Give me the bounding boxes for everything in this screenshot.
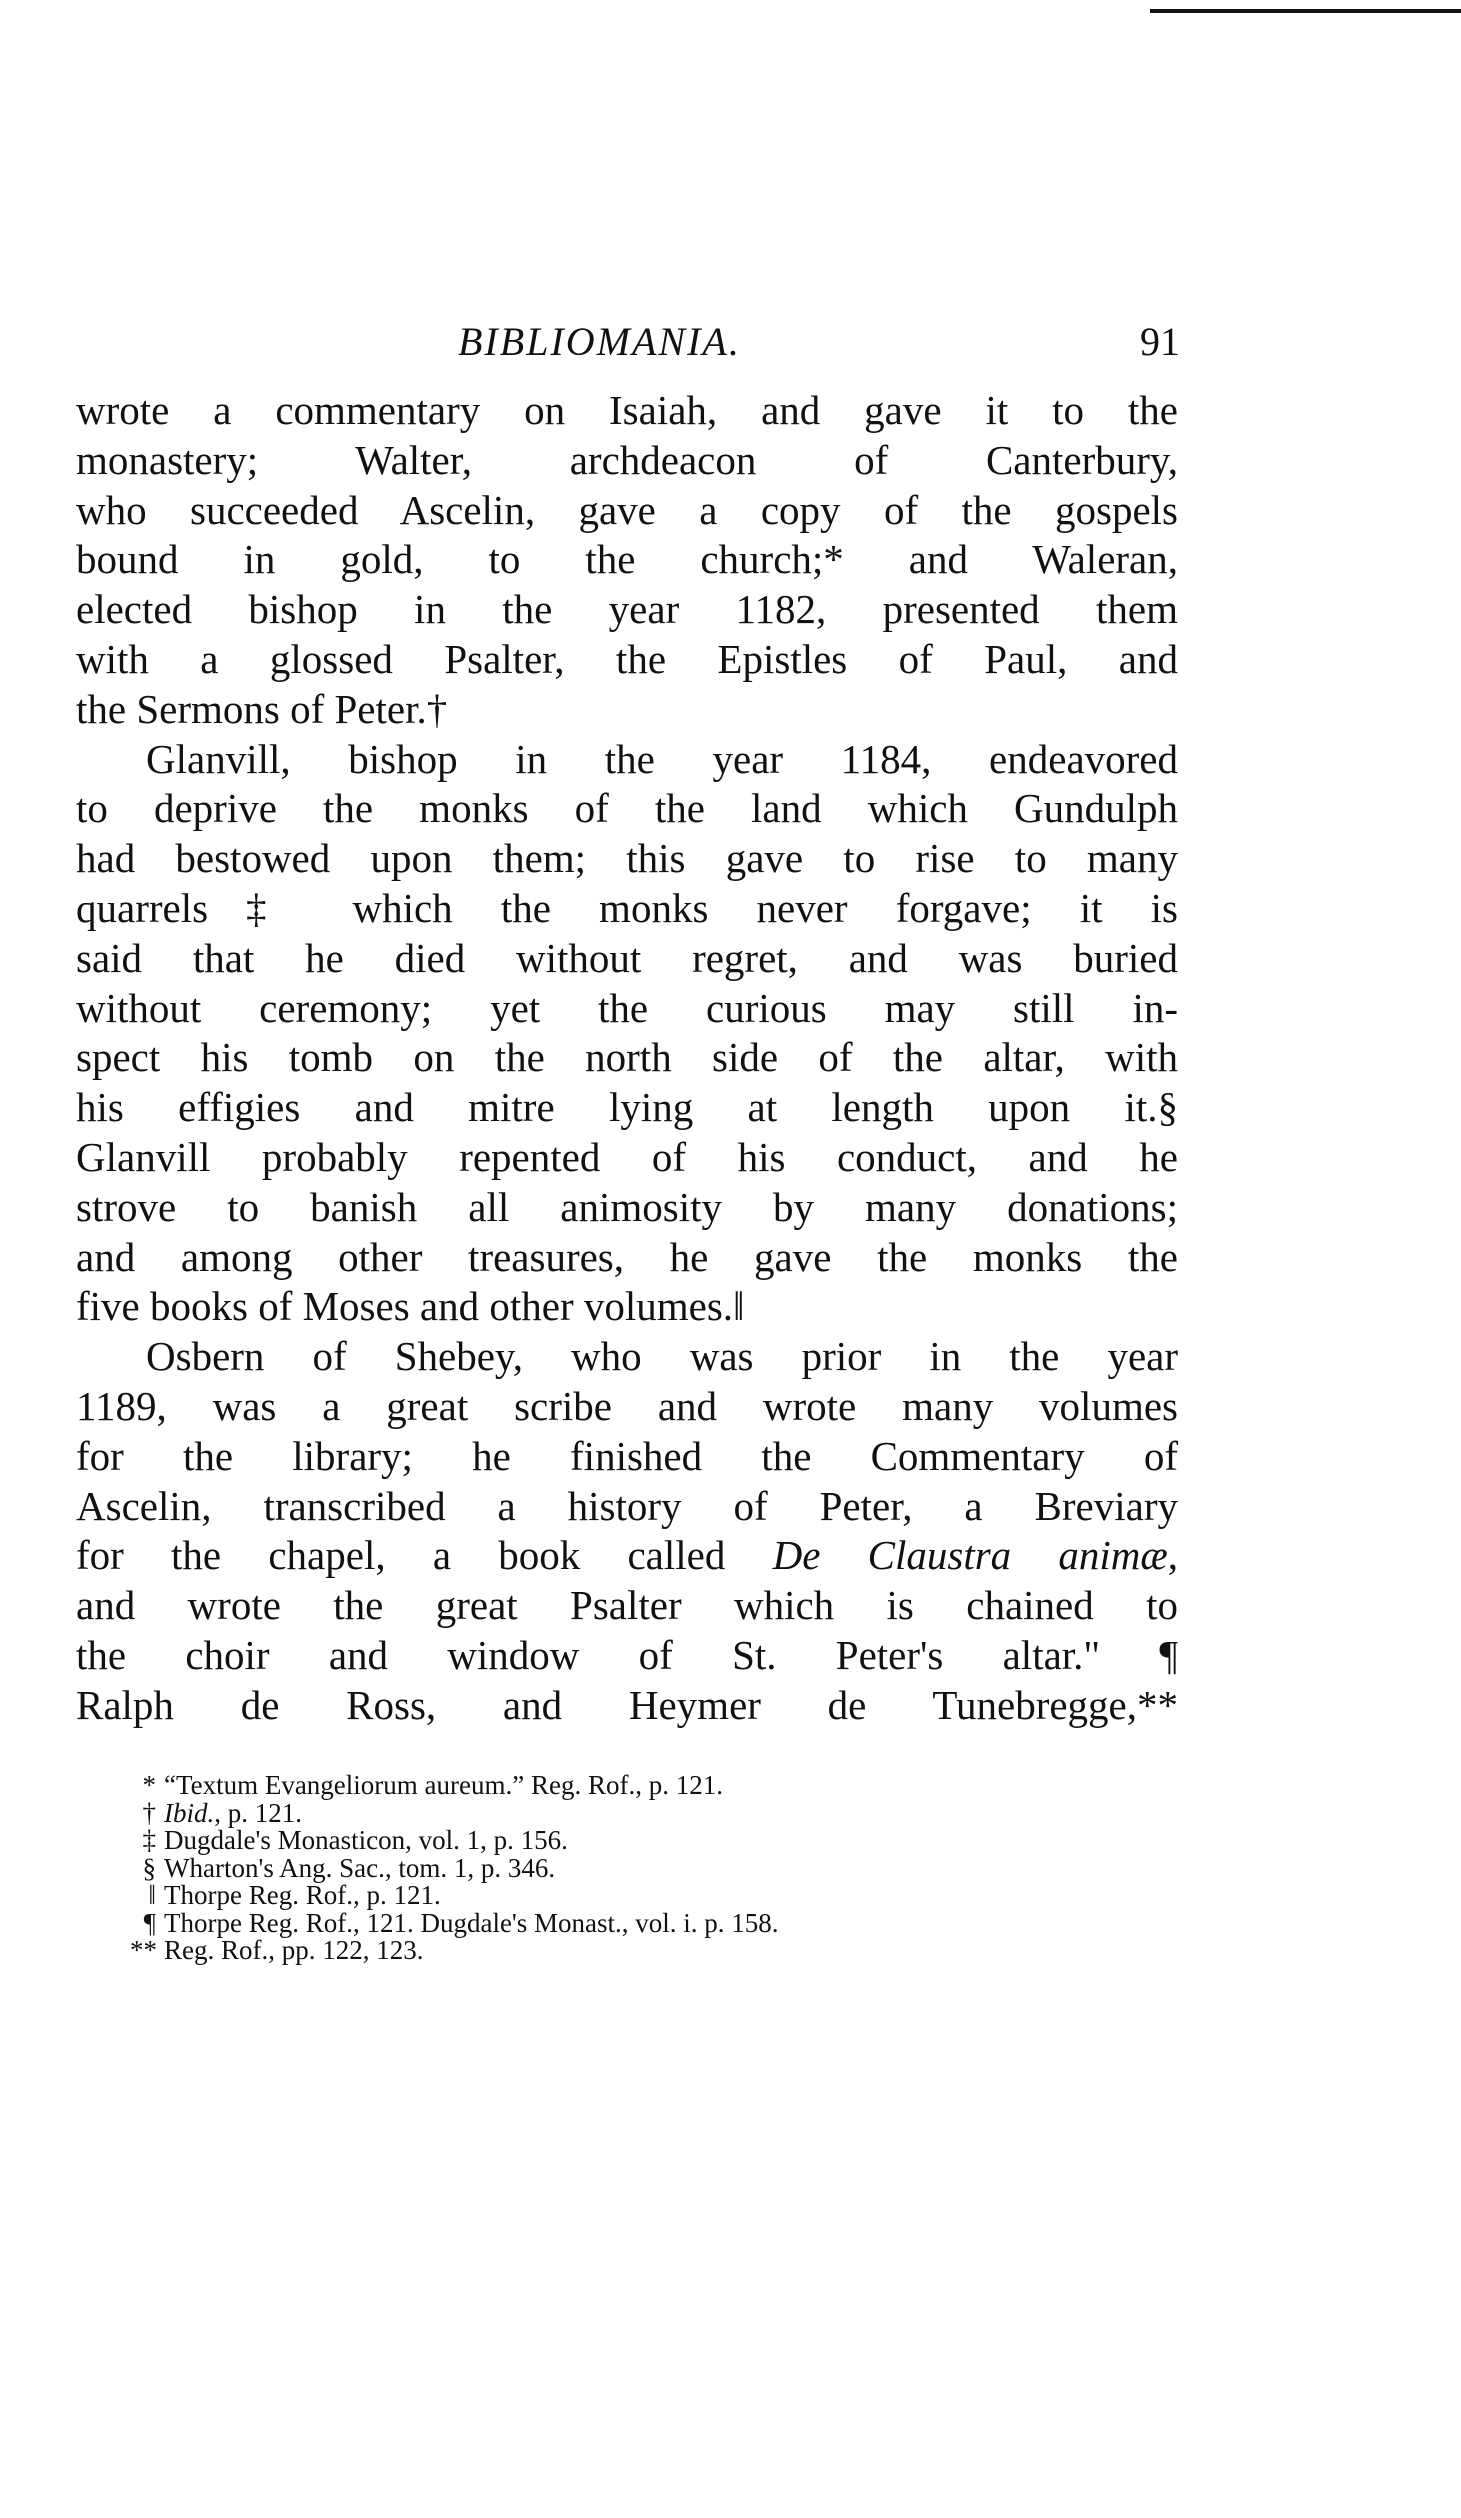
text-line: Ascelin, transcribed a history of Peter, a Breviary xyxy=(76,1482,1178,1529)
paragraph-start-line: Osbern of Shebey, who was prior in the year xyxy=(146,1333,1178,1380)
footnote-mark: ¶ xyxy=(143,1907,156,1938)
text-line: the Sermons of Peter.† xyxy=(76,685,448,732)
footnote-text: Thorpe Reg. Rof., p. 121. xyxy=(164,1880,441,1910)
text-line: and among other treasures, he gave the monks the xyxy=(76,1233,1178,1280)
footnote-text: Reg. Rof., pp. 122, 123. xyxy=(164,1935,424,1965)
footnote-mark: † xyxy=(142,1797,156,1828)
text-line: had bestowed upon them; this gave to rise to many xyxy=(76,835,1178,882)
italic-book-title: De Claustra animæ xyxy=(772,1532,1168,1579)
text-line: without ceremony; yet the curious may still in- xyxy=(76,984,1178,1031)
footnote-mark: ‡ xyxy=(142,1825,156,1855)
text-span: , xyxy=(1167,1532,1178,1579)
text-line: said that he died without regret, and was buried xyxy=(76,934,1178,981)
footnote-italic: Ibid. xyxy=(164,1797,215,1828)
text-line: Ralph de Ross, and Heymer de Tunebregge,** xyxy=(76,1681,1178,1728)
text-line: wrote a commentary on Isaiah, and gave it to the xyxy=(76,387,1178,433)
text-line: Glanvill probably repented of his conduct, and he xyxy=(76,1133,1178,1180)
footnote-mark: ‖ xyxy=(148,1880,156,1910)
text-span: for the chapel, a book called xyxy=(76,1532,773,1579)
footnote xyxy=(130,1827,1130,1855)
footnote-mark: § xyxy=(142,1852,156,1883)
text-line-with-italic-title xyxy=(76,1531,1178,1581)
text-line: and wrote the great Psalter which is chained to xyxy=(76,1582,1178,1629)
text-line: bound in gold, to the church;* and Waleran, xyxy=(76,536,1178,583)
footnote-text: Thorpe Reg. Rof., 121. Dugdale's Monast., vol. i. p. 158. xyxy=(164,1907,779,1938)
text-line: strove to banish all animosity by many donations; xyxy=(76,1183,1178,1230)
footnote-mark: * xyxy=(142,1770,156,1800)
text-line: with a glossed Psalter, the Epistles of Paul, and xyxy=(76,635,1178,682)
footnote-text: Dugdale's Monasticon, vol. 1, p. 156. xyxy=(164,1825,568,1855)
body-text xyxy=(76,386,1178,1731)
text-line: elected bishop in the year 1182, presented them xyxy=(76,586,1178,633)
footnote xyxy=(130,1882,1130,1910)
footnote xyxy=(130,1907,1130,1938)
text-line: spect his tomb on the north side of the altar, with xyxy=(76,1034,1178,1081)
footnote-text: , p. 121. xyxy=(214,1797,302,1828)
footnote xyxy=(130,1852,1130,1883)
paragraph-start-line: Glanvill, bishop in the year 1184, endeavored xyxy=(146,735,1178,782)
text-line: five books of Moses and other volumes.‖ xyxy=(76,1283,745,1330)
running-title: BIBLIOMANIA. xyxy=(458,319,741,364)
footnote-mark: ** xyxy=(130,1935,157,1965)
footnote xyxy=(130,1937,1130,1965)
text-line: monastery; Walter, archdeacon of Canterbury, xyxy=(76,436,1178,483)
footnote-text: “Textum Evangeliorum aureum.” Reg. Rof., p. 121. xyxy=(164,1770,723,1800)
top-edge-rule xyxy=(1150,9,1461,13)
text-line: for the library; he finished the Commentary of xyxy=(76,1432,1178,1479)
page-header xyxy=(0,318,1461,368)
footnote-text: Wharton's Ang. Sac., tom. 1, p. 346. xyxy=(164,1852,556,1883)
text-line: to deprive the monks of the land which Gundulph xyxy=(76,785,1178,832)
text-line: his effigies and mitre lying at length upon it.§ xyxy=(76,1084,1178,1131)
footnote xyxy=(130,1797,1130,1828)
text-line: who succeeded Ascelin, gave a copy of the gospels xyxy=(76,486,1178,533)
text-line: the choir and window of St. Peter's altar." ¶ xyxy=(76,1631,1178,1678)
footnote xyxy=(130,1772,1130,1800)
text-line: quarrels‡ which the monks never forgave; it is xyxy=(76,884,1178,931)
text-line: 1189, was a great scribe and wrote many volumes xyxy=(76,1382,1178,1429)
footnotes xyxy=(130,1772,1130,1965)
page-number: 91 xyxy=(1140,319,1180,364)
